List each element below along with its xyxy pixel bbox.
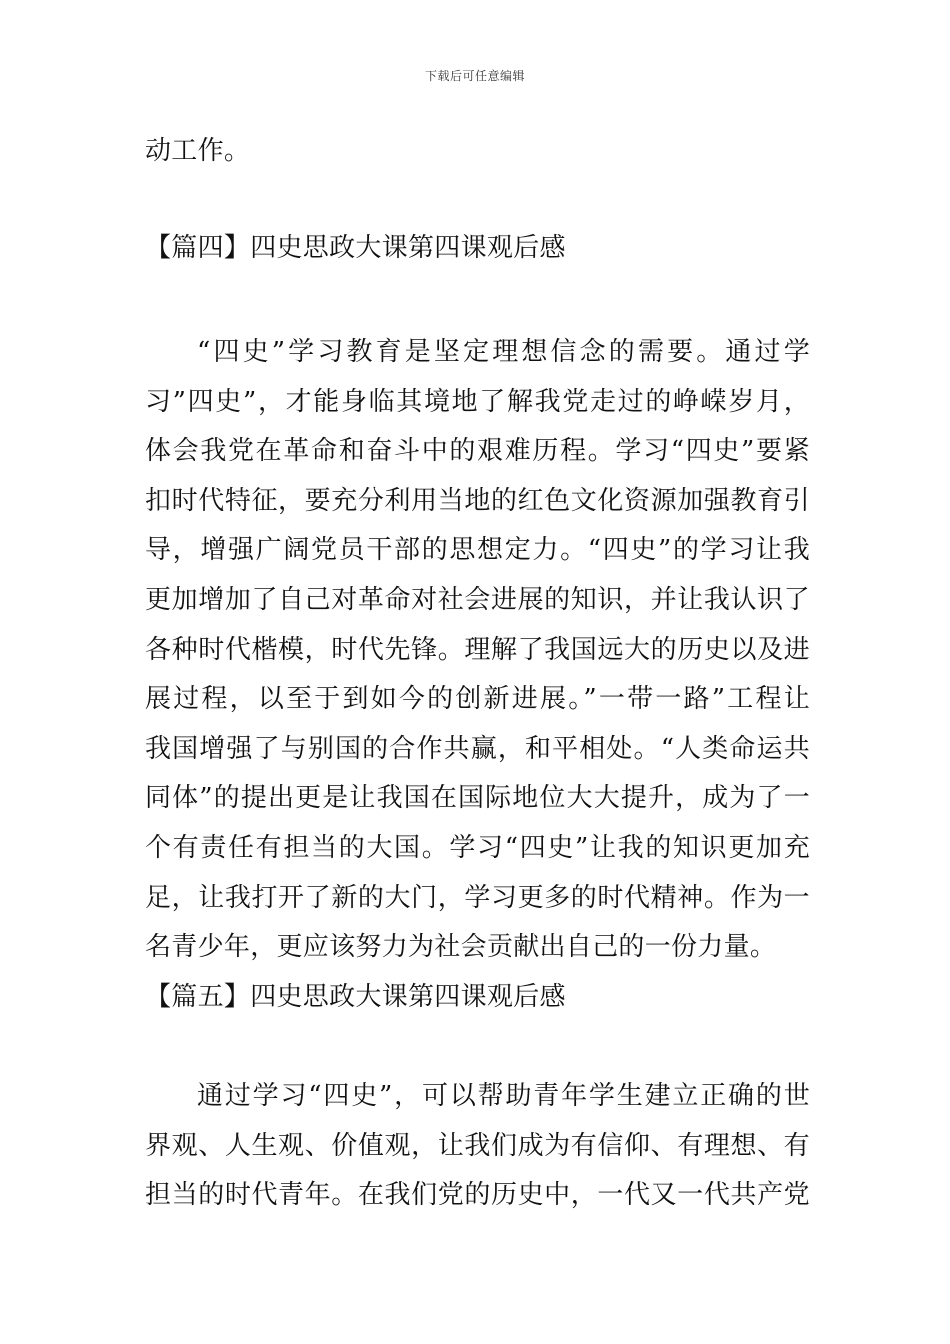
paragraph-line: 展过程，以至于到如今的创新进展。”一带一路”工程让 xyxy=(145,684,810,715)
section-5 xyxy=(145,973,810,1023)
section-4-paragraph xyxy=(145,328,810,973)
paragraph-line: 界观、人生观、价值观，让我们成为有信仰、有理想、有 xyxy=(145,1130,810,1161)
paragraph-line: 动工作。 xyxy=(145,136,251,166)
page-header-note: 下载后可任意编辑 xyxy=(424,69,525,83)
paragraph-line: 我国增强了与别国的合作共赢，和平相处。“人类命运共 xyxy=(145,733,810,764)
paragraph-line: 体会我党在革命和奋斗中的艰难历程。学习“四史”要紧 xyxy=(145,436,810,467)
paragraph-line: 习”四史”，才能身临其境地了解我党走过的峥嵘岁月， xyxy=(145,386,810,417)
paragraph-line: “四史”学习教育是坚定理想信念的需要。通过学 xyxy=(197,337,810,367)
paragraph-line: 同体”的提出更是让我国在国际地位大大提升，成为了一 xyxy=(145,783,810,814)
paragraph-line: 各种时代楷模，时代先锋。理解了我国远大的历史以及进 xyxy=(145,634,810,665)
paragraph-line: 担当的时代青年。在我们党的历史中，一代又一代共产党 xyxy=(145,1180,810,1211)
section-heading: 【篇四】四史思政大课第四课观后感 xyxy=(145,233,566,263)
section-heading: 【篇五】四史思政大课第四课观后感 xyxy=(145,982,566,1012)
paragraph-line: 名青少年，更应该努力为社会贡献出自己的一份力量。 xyxy=(145,932,777,963)
paragraph-line: 个有责任有担当的大国。学习“四史”让我的知识更加充 xyxy=(145,832,810,863)
paragraph-line: 足，让我打开了新的大门，学习更多的时代精神。作为一 xyxy=(145,882,810,913)
paragraph-line: 扣时代特征，要充分利用当地的红色文化资源加强教育引 xyxy=(145,485,810,516)
paragraph-line: 导，增强广阔党员干部的思想定力。“四史”的学习让我 xyxy=(145,535,810,566)
section-5-paragraph xyxy=(145,1072,810,1221)
section-4 xyxy=(145,224,810,274)
paragraph-line: 通过学习“四史”，可以帮助青年学生建立正确的世 xyxy=(197,1081,810,1111)
paragraph-fragment xyxy=(145,127,810,177)
paragraph-line: 更加增加了自己对革命对社会进展的知识，并让我认识了 xyxy=(145,584,810,615)
